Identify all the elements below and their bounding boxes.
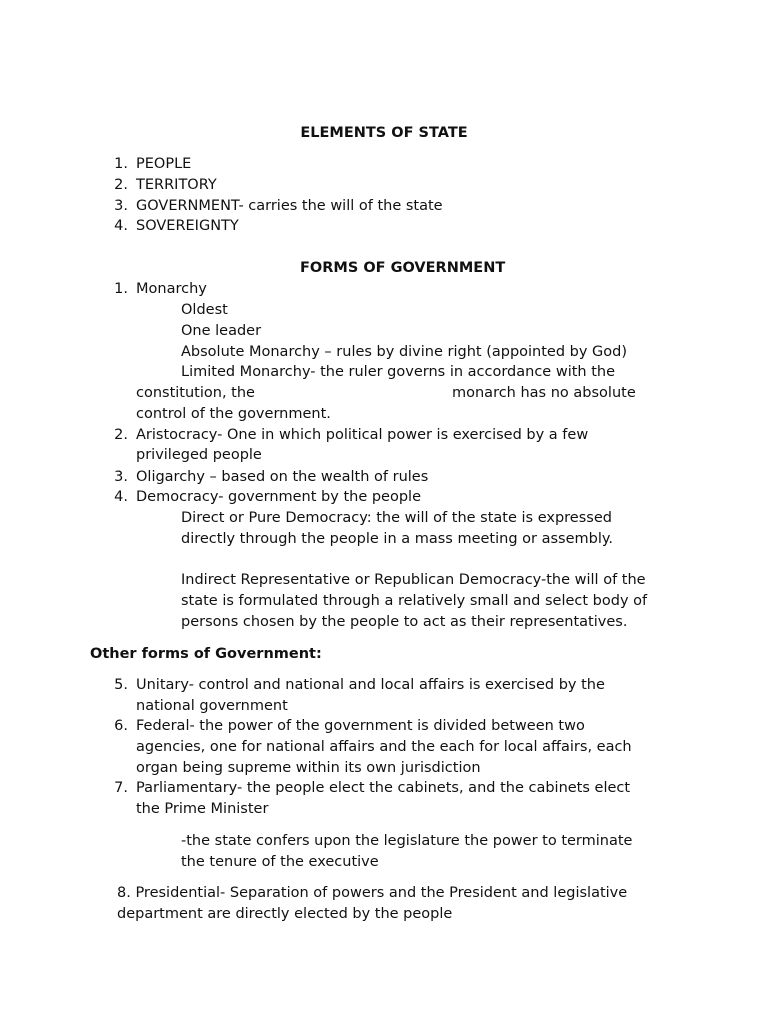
sub-item: Limited Monarchy- the ruler governs in accordance with the: [181, 364, 616, 380]
list-item-federal: Federal- the power of the government is divided between two: [136, 718, 585, 734]
list-item-monarchy: Monarchy: [136, 281, 207, 297]
list-item: TERRITORY: [136, 177, 217, 193]
continuation-text: monarch has no absolute: [452, 385, 636, 401]
continuation-text: the Prime Minister: [136, 801, 269, 817]
sub-item: state is formulated through a relatively small and select body of: [181, 593, 648, 609]
sub-item: Direct or Pure Democracy: the will of the state is expressed: [181, 510, 612, 526]
list-item-unitary: Unitary- control and national and local affairs is exercised by the: [136, 677, 605, 693]
continuation-text: agencies, one for national affairs and the each for local affairs, each: [136, 739, 632, 755]
list-item-oligarchy: Oligarchy – based on the wealth of rules: [136, 469, 429, 485]
sub-item: directly through the people in a mass meeting or assembly.: [181, 531, 613, 547]
list-number: 2.: [114, 427, 128, 443]
list-number: 3.: [114, 469, 128, 485]
list-item: SOVEREIGNTY: [136, 218, 239, 234]
list-item-democracy: Democracy- government by the people: [136, 489, 421, 505]
sub-item: Indirect Representative or Republican Democracy-the will of the: [181, 572, 646, 588]
continuation-text: organ being supreme within its own jurisdiction: [136, 760, 481, 776]
list-number: 1.: [114, 156, 128, 172]
sub-item: -the state confers upon the legislature the power to terminate: [181, 833, 633, 849]
list-item-presidential: 8. Presidential- Separation of powers and the President and legislative: [117, 885, 628, 901]
list-number: 5.: [114, 677, 128, 693]
list-item-aristocracy: Aristocracy- One in which political power is exercised by a few: [136, 427, 589, 443]
continuation-text: control of the government.: [136, 406, 331, 422]
list-number: 2.: [114, 177, 128, 193]
sub-item: One leader: [181, 323, 262, 339]
continuation-text: department are directly elected by the people: [117, 906, 453, 922]
list-item: PEOPLE: [136, 156, 192, 172]
list-number: 7.: [114, 780, 128, 796]
sub-item: Absolute Monarchy – rules by divine right (appointed by God): [181, 344, 628, 360]
continuation-text: national government: [136, 698, 288, 714]
list-item-parliamentary: Parliamentary- the people elect the cabinets, and the cabinets elect: [136, 780, 631, 796]
title-elements-of-state: ELEMENTS OF STATE: [300, 125, 468, 141]
list-number: 4.: [114, 218, 128, 234]
sub-item: persons chosen by the people to act as their representatives.: [181, 614, 628, 630]
sub-item: Oldest: [181, 302, 228, 318]
sub-item: the tenure of the executive: [181, 854, 379, 870]
heading-forms-of-government: FORMS OF GOVERNMENT: [300, 260, 506, 276]
list-number: 1.: [114, 281, 128, 297]
heading-other-forms: Other forms of Government:: [90, 646, 322, 662]
continuation-text: privileged people: [136, 447, 262, 463]
list-number: 4.: [114, 489, 128, 505]
continuation-text: constitution, the: [136, 385, 255, 401]
list-number: 3.: [114, 198, 128, 214]
list-item: GOVERNMENT- carries the will of the state: [136, 198, 443, 214]
list-number: 6.: [114, 718, 128, 734]
